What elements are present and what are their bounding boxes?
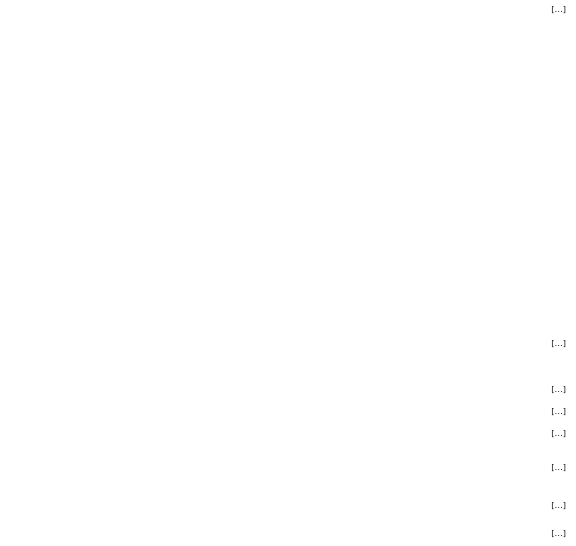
notice-paragraph-property-specs: […]: [551, 462, 566, 472]
notice-paragraph-reference: […]: [551, 406, 566, 416]
notice-paragraph-description: […]: [551, 500, 566, 510]
notice-paragraph-address: […]: [551, 428, 566, 438]
notice-paragraph-signature: […]: [551, 384, 566, 394]
notice-paragraph-buyer-default: […]: [551, 338, 566, 348]
notice-paragraph-auction-details: […]: [551, 4, 566, 14]
notice-paragraph-price: […]: [551, 528, 566, 538]
